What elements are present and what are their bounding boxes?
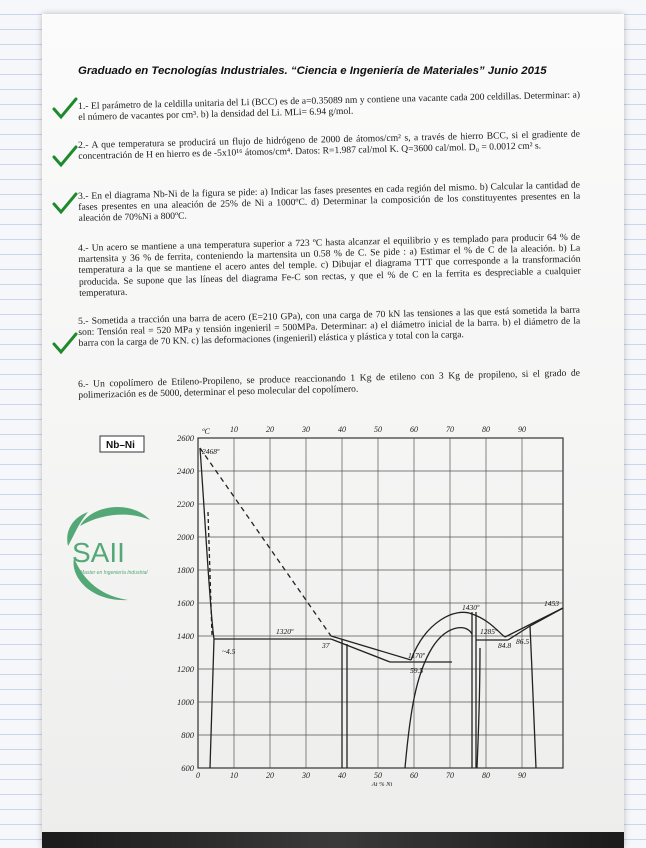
annotation-865: 86.5 [516, 637, 530, 646]
annotation-848: 84.8 [498, 641, 512, 650]
desk-edge [42, 832, 624, 848]
diagram-label: Nb–Ni [106, 440, 135, 451]
annotation-nb-melt: 2468º [202, 447, 220, 456]
bottom-tick-label: 80 [482, 771, 490, 780]
bottom-tick-label: 0 [196, 771, 200, 780]
annotation-eutectic-left-comp: 37 [322, 641, 330, 650]
liquidus-mid [331, 636, 411, 660]
top-tick-label: 20 [266, 425, 274, 434]
stamp-text: SAII [72, 537, 125, 568]
top-tick-label: 60 [410, 425, 418, 434]
checkmark-icon-q5 [52, 332, 78, 356]
top-tick-label: 40 [338, 425, 346, 434]
bottom-tick-label: 50 [374, 771, 382, 780]
solidus-right [508, 608, 563, 640]
compound-right-boundary [477, 648, 480, 768]
annotation-eutectic-right: 1285º [480, 627, 498, 636]
top-tick-label: 80 [482, 425, 490, 434]
question-1: 1.- El parámetro de la celdilla unitaria del Li (BCC) es de a=0.35089 nm y contiene una vacante cada 200 celdillas. Determinar: a) el número de vacantes por cm³. b) la densidad del Li. MLi= 6.94 g/mol. [78, 89, 581, 124]
temperature-unit-label: ºC [202, 427, 210, 436]
y-tick-label: 2600 [177, 433, 194, 443]
bottom-tick-label: 70 [446, 771, 454, 780]
y-tick-label: 2000 [177, 532, 194, 542]
checkmark-icon-q2 [52, 145, 78, 169]
top-tick-label: 90 [518, 425, 526, 434]
y-tick-label: 1200 [177, 664, 194, 674]
liquidus-left-dashed [200, 448, 331, 636]
top-tick-label: 50 [374, 425, 382, 434]
annotation-595: 59.5 [410, 666, 424, 675]
question-4: 4.- Un acero se mantiene a una temperatura superior a 723 ºC hasta alcanzar el equilibrio y es templado para producir 64 % de martensita y 36 % de ferrita, conteniendo la martensita un 0.58 % de C. Se pide : a) Estimar el % de C de la aleación. b) La temperatura a la que se mantiene el acero antes del temple. c) Dibujar el diagrama TTT que corresponde a la transformación producida. Se supone que las líneas del diagrama Fe-C son rectas, y que el % de C en la ferrita es despreciable a cualquier temperatura. [78, 231, 581, 299]
top-tick-label: 70 [446, 425, 454, 434]
annotation-peritectic: 1170º [408, 651, 425, 660]
checkmark-icon-q1 [52, 97, 78, 121]
bottom-tick-label: 60 [410, 771, 418, 780]
y-tick-label: 1600 [177, 598, 194, 608]
y-tick-label: 600 [181, 763, 194, 773]
bottom-tick-label: 90 [518, 771, 526, 780]
bottom-tick-label: 10 [230, 771, 238, 780]
top-tick-label: 10 [230, 425, 238, 434]
bottom-tick-label: 20 [266, 771, 274, 780]
phase-boundaries [200, 448, 563, 768]
annotation-eutectic-left: 1320º [276, 627, 294, 636]
question-5: 5.- Sometida a tracción una barra de acero (E=210 GPa), con una carga de 70 kN las tensiones a las que está sometida la barra son: Tensión real = 520 MPa y tensión ingenieril = 500MPa. Determinar: a) el diámetro inicial de la barra. b) el diámetro de la barra con la carga de 70 KN. c) las deformaciones (ingenieril) elástica y plástica y total con la carga. [78, 304, 581, 350]
nb-solvus [200, 448, 214, 768]
compound-left-boundary [405, 628, 472, 768]
bottom-tick-label: 30 [302, 771, 310, 780]
ni-solvus [530, 626, 536, 768]
y-tick-label: 800 [181, 730, 194, 740]
exam-title: Graduado en Tecnologías Industriales. “Ciencia e Ingeniería de Materiales” Junio 2015 [78, 65, 547, 77]
horizontal-gridlines [198, 471, 563, 735]
stamp-subtext: Master en Ingeniería Industrial [80, 570, 148, 576]
y-tick-label: 1800 [177, 565, 194, 575]
question-2: 2.- A que temperatura se producirá un flujo de hidrógeno de 2000 de átomos/cm² s, a través de hierro BCC, si el gradiente de concentración de H en hierro es de -5x10¹⁶ átomos/cm⁴. Datos: R=1.987 cal/mol K. Q=3600 cal/mol. D₀ = 0.0012 cm² s. [78, 128, 581, 163]
y-tick-label: 1000 [177, 697, 194, 707]
top-tick-label: 30 [302, 425, 310, 434]
x-axis-label: At % Ni [371, 781, 393, 788]
annotation-compound-melt: 1430º [462, 603, 480, 612]
y-tick-label: 2400 [177, 466, 194, 476]
question-3: 3.- En el diagrama Nb-Ni de la figura se pide: a) Indicar las fases presentes en cada región del mismo. b) Calcular la cantidad de fases presentes en una aleación de 25% de Ni a 1000ºC. d) Determinar la composición de los constituyentes presentes en la aleación de 70%Ni a 800ºC. [78, 179, 581, 225]
saii-stamp-logo [62, 498, 162, 608]
y-tick-label: 2200 [177, 499, 194, 509]
bottom-tick-label: 40 [338, 771, 346, 780]
y-tick-label: 1400 [177, 631, 194, 641]
annotation-ni-melt: 1453 [544, 599, 559, 608]
annotation-left-solubility: ~4.5 [222, 647, 236, 656]
question-6: 6.- Un copolímero de Etileno-Propileno, se produce reaccionando 1 Kg de etileno con 3 Kg de propileno, si el grado de polimerización es de 5000, determinar el peso molecular del copolímero. [78, 367, 581, 402]
checkmark-icon-q3 [52, 192, 78, 216]
